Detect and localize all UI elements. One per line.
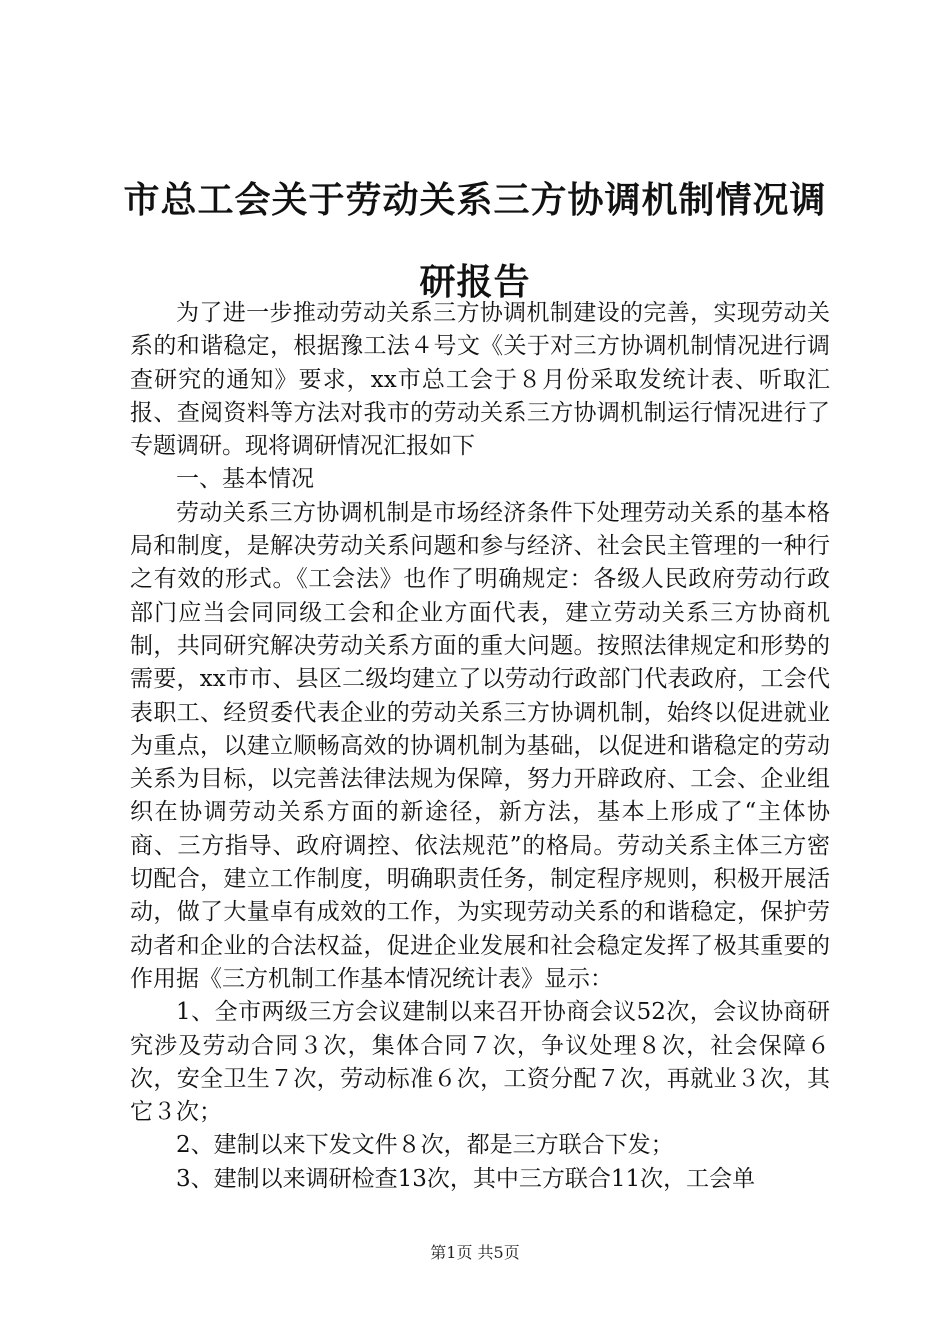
paragraph-intro: 为了进一步推动劳动关系三方协调机制建设的完善，实现劳动关系的和谐稳定，根据豫工法４号文《关于对三方协调机制情况进行调查研究的通知》要求，xx市总工会于８月份采取发统计表、听取汇报、查阅资料等方法对我市的劳动关系三方协调机制运行情况进行了专题调研。现将调研情况汇报如下 [130, 300, 830, 460]
document-title: 市总工会关于劳动关系三方协调机制情况调研报告 [123, 180, 827, 303]
section-heading-basic: 一、基本情况 [176, 466, 314, 493]
list-item-1: 1、全市两级三方会议建制以来召开协商会议52次，会议协商研究涉及劳动合同３次，集体合同７次，争议处理８次，社会保障６次，安全卫生７次，劳动标准６次，工资分配７次，再就业３次，其它３次； [130, 999, 830, 1126]
paragraph-basic-situation: 劳动关系三方协调机制是市场经济条件下处理劳动关系的基本格局和制度，是解决劳动关系问题和参与经济、社会民主管理的一种行之有效的形式。《工会法》也作了明确规定：各级人民政府劳动行政部门应当会同同级工会和企业方面代表，建立劳动关系三方协商机制，共同研究解决劳动关系方面的重大问题。按照法律规定和形势的需要，xx市市、县区二级均建立了以劳动行政部门代表政府，工会代表职工、经贸委代表企业的劳动关系三方协调机制，始终以促进就业为重点，以建立顺畅高效的协调机制为基础，以促进和谐稳定的劳动关系为目标，以完善法律法规为保障，努力开辟政府、工会、企业组织在协调劳动关系方面的新途径，新方法，基本上形成了“主体协商、三方指导、政府调控、依法规范”的格局。劳动关系主体三方密切配合，建立工作制度，明确职责任务，制定程序规则，积极开展活动，做了大量卓有成效的工作，为实现劳动关系的和谐稳定，保护劳动者和企业的合法权益，促进企业发展和社会稳定发挥了极其重要的作用据《三方机制工作基本情况统计表》显示： [130, 499, 830, 992]
document-body [130, 297, 830, 1196]
page-number-footer: 第1页 共5页 [430, 1243, 520, 1262]
list-item-2: 2、建制以来下发文件８次，都是三方联合下发； [176, 1132, 674, 1159]
list-item-3: 3、建制以来调研检查13次，其中三方联合11次，工会单 [176, 1165, 756, 1192]
